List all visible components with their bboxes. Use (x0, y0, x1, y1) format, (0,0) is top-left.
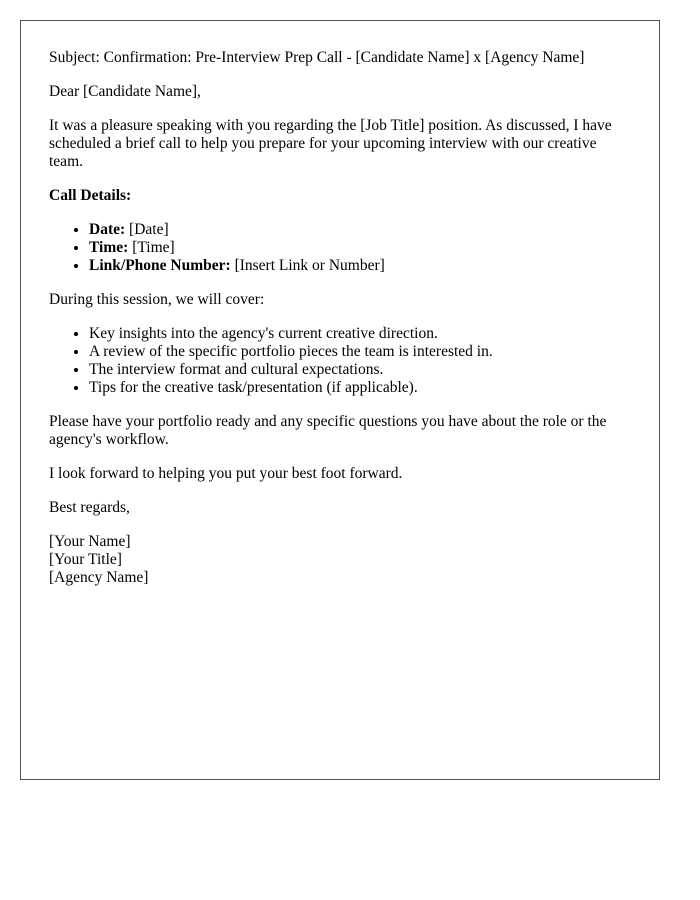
session-intro: During this session, we will cover: (49, 291, 265, 308)
call-detail-value: [Date] (125, 221, 169, 238)
subject-line: Subject: Confirmation: Pre-Interview Prep Call - [Candidate Name] x [Agency Name] (49, 49, 585, 66)
list-item: • The interview format and cultural expectations. (89, 361, 631, 379)
signature-title: [Your Title] (49, 551, 122, 568)
signature-agency: [Agency Name] (49, 569, 149, 586)
list-item: • A review of the specific portfolio pieces the team is interested in. (89, 343, 631, 361)
greeting: Dear [Candidate Name], (49, 83, 201, 100)
call-detail-time (89, 239, 631, 257)
topics-list (49, 325, 631, 397)
call-detail-label: Date: (89, 221, 126, 238)
call-detail-date (89, 221, 631, 239)
call-detail-label: Link/Phone Number: (89, 257, 231, 274)
signature-name: [Your Name] (49, 533, 131, 550)
letter-document (20, 20, 660, 780)
call-detail-link (89, 257, 631, 275)
call-detail-value: [Insert Link or Number] (230, 257, 385, 274)
portfolio-note: Please have your portfolio ready and any specific questions you have about the role or the agency's workflow. (49, 413, 607, 448)
call-detail-value: [Time] (128, 239, 175, 256)
call-details-list (49, 221, 631, 275)
sign-off: Best regards, (49, 499, 130, 516)
signature-block (49, 533, 631, 587)
list-item: • Tips for the creative task/presentation (if applicable). (89, 379, 631, 397)
list-item: • Key insights into the agency's current creative direction. (89, 325, 631, 343)
closing-line: I look forward to helping you put your best foot forward. (49, 465, 403, 482)
intro-paragraph: It was a pleasure speaking with you regarding the [Job Title] position. As discussed, I have scheduled a brief call to help you prepare for your upcoming interview with our creative team. (49, 117, 612, 170)
call-details-heading: Call Details: (49, 187, 132, 204)
call-detail-label: Time: (89, 239, 129, 256)
